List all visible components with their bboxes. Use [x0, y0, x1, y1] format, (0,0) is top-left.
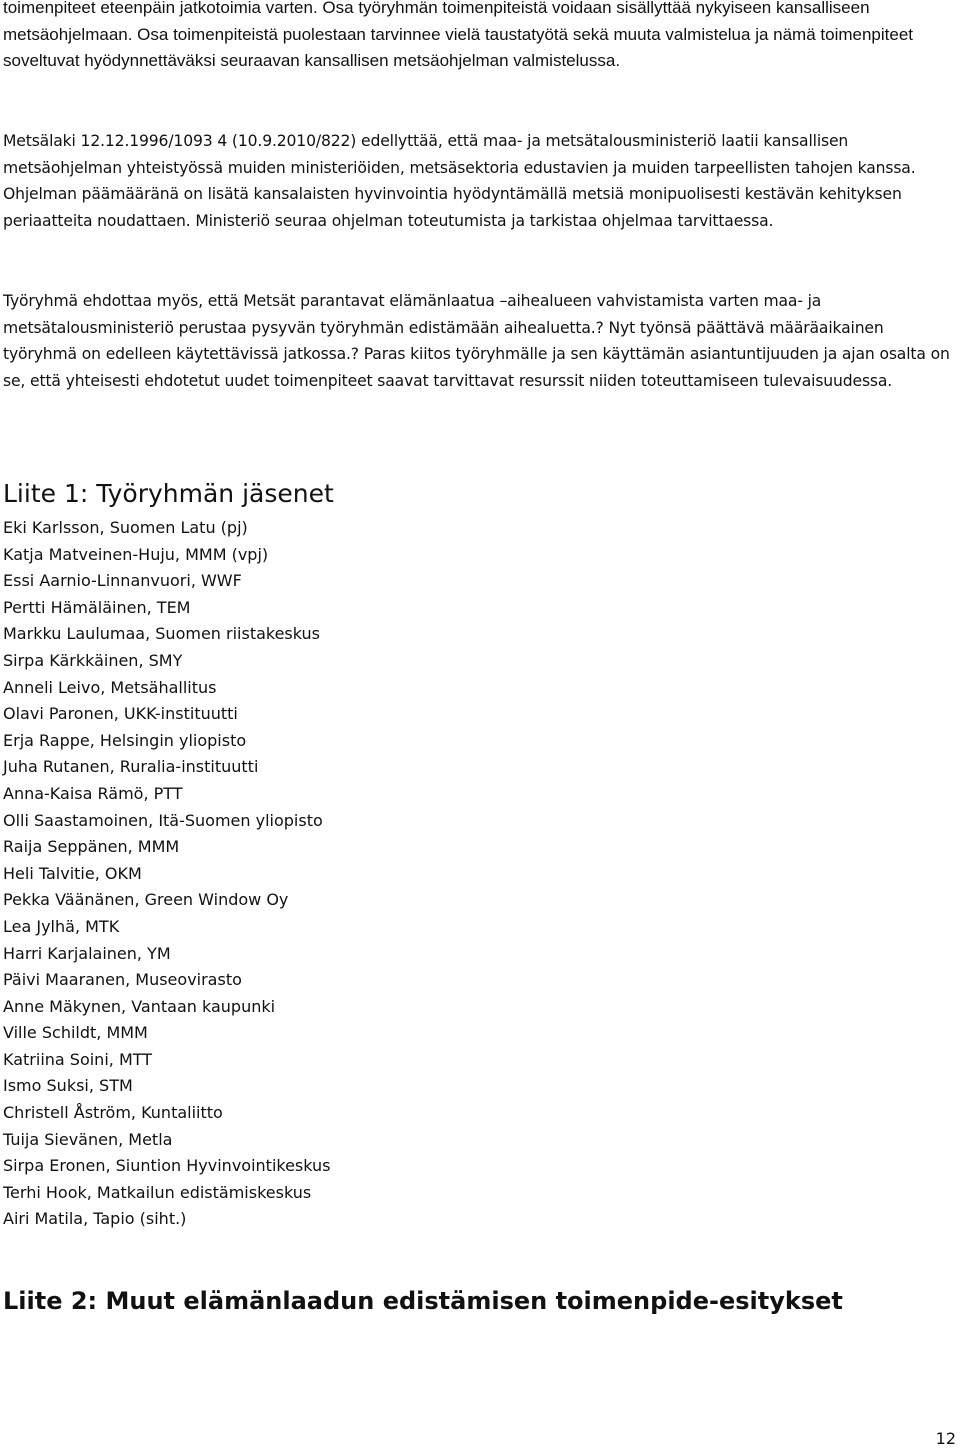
member-list-item: Ismo Suksi, STM — [3, 1076, 133, 1096]
working-group-member-list — [3, 515, 331, 1233]
appendix-1-heading: Liite 1: Työryhmän jäsenet — [3, 479, 334, 508]
page-number: 12 — [935, 1429, 956, 1448]
member-list-item: Olli Saastamoinen, Itä-Suomen yliopisto — [3, 810, 323, 830]
member-list-item: Airi Matila, Tapio (siht.) — [3, 1209, 187, 1229]
member-list-item: Terhi Hook, Matkailun edistämiskeskus — [3, 1182, 312, 1202]
member-list-item: Katja Matveinen-Huju, MMM (vpj) — [3, 544, 269, 564]
member-list-item: Christell Åström, Kuntaliitto — [3, 1103, 223, 1123]
member-list-item: Pertti Hämäläinen, TEM — [3, 597, 191, 617]
member-list-item: Anne Mäkynen, Vantaan kaupunki — [3, 996, 276, 1016]
member-list-item: Essi Aarnio-Linnanvuori, WWF — [3, 571, 242, 591]
appendix-2-heading: Liite 2: Muut elämänlaadun edistämisen toimenpide-esitykset — [3, 1287, 843, 1315]
member-list-item: Tuija Sievänen, Metla — [3, 1129, 173, 1149]
intro-paragraph: toimenpiteet eteenpäin jatkotoimia varten. Osa työryhmän toimenpiteistä voidaan sisällyttää nykyiseen kansalliseen metsäohjelmaan. Osa toimenpiteistä puolestaan tarvinnee vielä taustatyötä sekä muuta valmistelua ja nämä toimenpiteet soveltuvat hyödynnettäväksi seuraavan kansallisen metsäohjelman valmistelussa. — [3, 0, 914, 70]
member-list-item: Juha Rutanen, Ruralia-instituutti — [3, 757, 259, 777]
member-list-item: Anneli Leivo, Metsähallitus — [3, 677, 217, 697]
member-list-item: Pekka Väänänen, Green Window Oy — [3, 890, 289, 910]
member-list-item: Päivi Maaranen, Museovirasto — [3, 970, 242, 990]
working-group-proposal-paragraph: Työryhmä ehdottaa myös, että Metsät parantavat elämänlaatua –aihealueen vahvistamista varten maa- ja metsätalousministeriö perustaa pysyvän työryhmän edistämään aihealuetta.? Nyt työnsä päättävä määräaikainen työryhmä on edelleen käytettävissä jatkossa.? Paras kiitos työryhmälle ja sen käyttämän asiantuntijuuden ja ajan osalta on se, että yhteisesti ehdotetut uudet toimenpiteet saavat tarvittavat resurssit niiden toteuttamiseen tulevaisuudessa. — [3, 292, 950, 390]
member-list-item: Sirpa Eronen, Siuntion Hyvinvointikeskus — [3, 1156, 331, 1176]
member-list-item: Harri Karjalainen, YM — [3, 943, 171, 963]
member-list-item: Anna-Kaisa Rämö, PTT — [3, 783, 183, 803]
member-list-item: Markku Laulumaa, Suomen riistakeskus — [3, 624, 321, 644]
member-list-item: Katriina Soini, MTT — [3, 1049, 153, 1069]
member-list-item: Ville Schildt, MMM — [3, 1023, 148, 1043]
member-list-item: Eki Karlsson, Suomen Latu (pj) — [3, 518, 248, 537]
member-list-item: Lea Jylhä, MTK — [3, 916, 120, 936]
member-list-item: Erja Rappe, Helsingin yliopisto — [3, 730, 247, 750]
member-list-item: Sirpa Kärkkäinen, SMY — [3, 650, 183, 670]
member-list-item: Heli Talvitie, OKM — [3, 863, 142, 883]
member-list-item: Raija Seppänen, MMM — [3, 837, 180, 857]
forest-act-paragraph: Metsälaki 12.12.1996/1093 4 (10.9.2010/822) edellyttää, että maa- ja metsätalousministeriö laatii kansallisen metsäohjelman yhteistyössä muiden ministeriöiden, metsäsektoria edustavien ja muiden tarpeellisten tahojen kanssa. Ohjelman päämääränä on lisätä kansalaisten hyvinvointia hyödyntämällä metsiä monipuolisesti kestävän kehityksen periaatteita noudattaen. Ministeriö seuraa ohjelman toteutumista ja tarkistaa ohjelmaa tarvittaessa. — [3, 132, 916, 230]
member-list-item: Olavi Paronen, UKK-instituutti — [3, 704, 238, 724]
